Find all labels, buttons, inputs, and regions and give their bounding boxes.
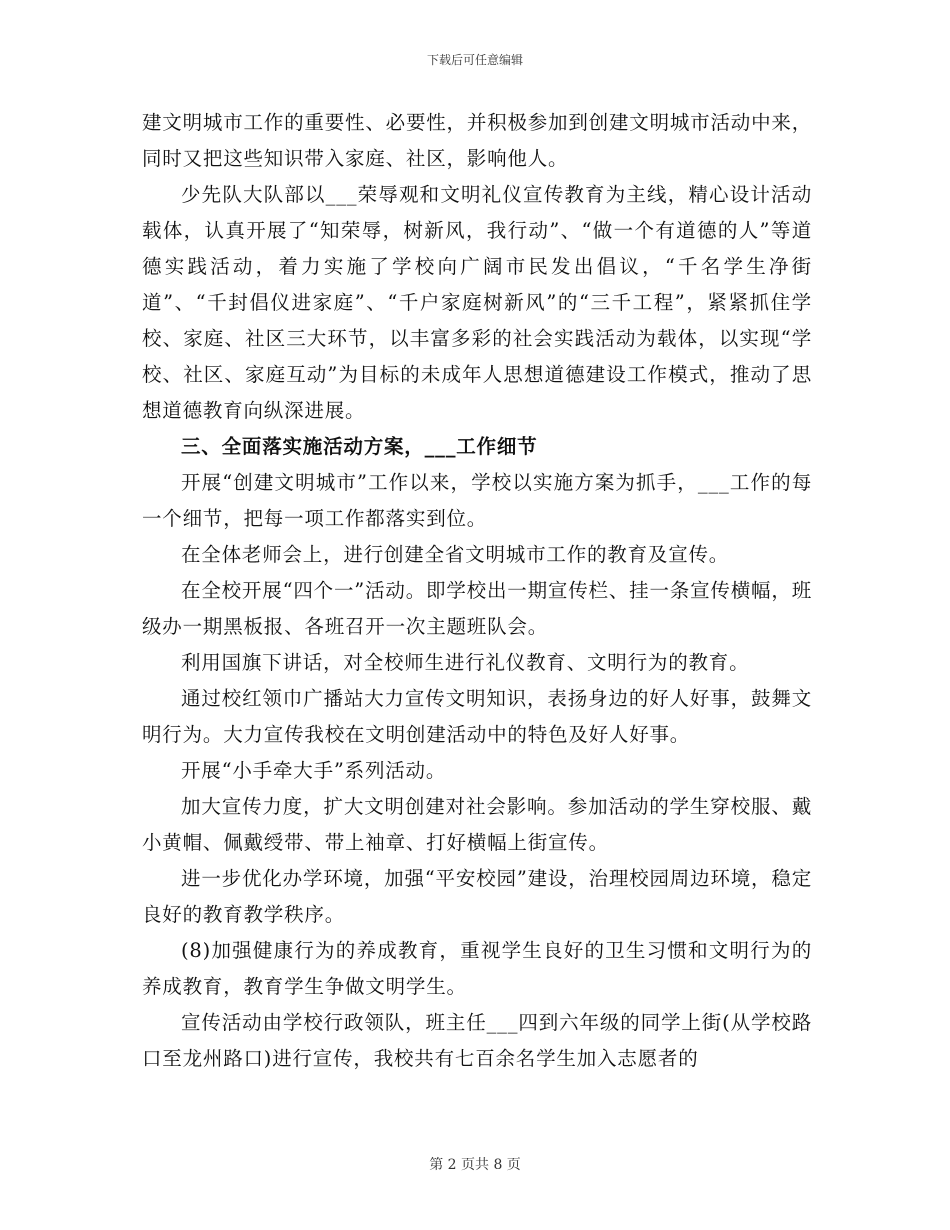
paragraph: (8)加强健康行为的养成教育，重视学生良好的卫生习惯和文明行为的养成教育，教育学生争做文明学生。 — [142, 939, 812, 998]
paragraph: 在全体老师会上，进行创建全省文明城市工作的教育及宣传。 — [181, 543, 730, 566]
document-body — [142, 105, 812, 1077]
paragraph: 在全校开展“四个一”活动。即学校出一期宣传栏、挂一条宣传横幅，班级办一期黑板报、各班召开一次主题班队会。 — [142, 579, 812, 638]
paragraph: 开展“小手牵大手”系列活动。 — [181, 759, 447, 782]
paragraph: 进一步优化办学环境，加强“平安校园”建设，治理校园周边环境，稳定良好的教育教学秩序。 — [142, 867, 812, 926]
paragraph: 建文明城市工作的重要性、必要性，并积极参加到创建文明城市活动中来，同时又把这些知识带入家庭、社区，影响他人。 — [142, 111, 812, 170]
page-header: 下载后可任意编辑 — [426, 53, 523, 67]
section-heading: 三、全面落实施活动方案，___工作细节 — [181, 435, 538, 458]
paragraph: 加大宣传力度，扩大文明创建对社会影响。参加活动的学生穿校服、戴小黄帽、佩戴绶带、带上袖章、打好横幅上街宣传。 — [142, 795, 812, 854]
paragraph: 通过校红领巾广播站大力宣传文明知识，表扬身边的好人好事，鼓舞文明行为。大力宣传我校在文明创建活动中的特色及好人好事。 — [142, 687, 812, 746]
paragraph: 利用国旗下讲话，对全校师生进行礼仪教育、文明行为的教育。 — [181, 651, 750, 674]
paragraph: 开展“创建文明城市”工作以来，学校以实施方案为抓手，___工作的每一个细节，把每一项工作都落实到位。 — [142, 471, 812, 530]
page-footer: 第 2 页共 8 页 — [429, 1157, 521, 1173]
paragraph: 宣传活动由学校行政领队，班主任___四到六年级的同学上街(从学校路口至龙州路口)进行宣传，我校共有七百余名学生加入志愿者的 — [142, 1011, 812, 1070]
paragraph: 少先队大队部以___荣辱观和文明礼仪宣传教育为主线，精心设计活动载体，认真开展了“知荣辱，树新风，我行动”、“做一个有道德的人”等道德实践活动，着力实施了学校向广阔市民发出倡议，“千名学生净街道”、“千封倡仪进家庭”、“千户家庭树新风”的“三千工程”，紧紧抓住学校、家庭、社区三大环节，以丰富多彩的社会实践活动为载体，以实现“学校、社区、家庭互动”为目标的未成年人思想道德建设工作模式，推动了思想道德教育向纵深进展。 — [142, 183, 812, 422]
